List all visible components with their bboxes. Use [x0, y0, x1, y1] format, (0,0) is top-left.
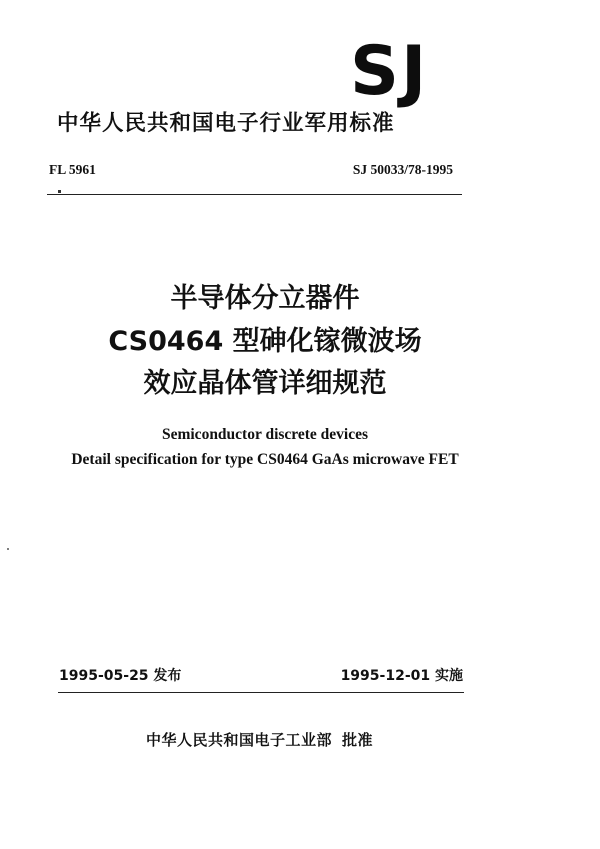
footer-divider [58, 692, 464, 693]
document-title-cn-line2: CS0464 型砷化镓微波场 [108, 326, 422, 357]
issue-date: 1995-05-25 发布 [59, 668, 182, 684]
divider-mark [58, 190, 61, 193]
approving-authority: 中华人民共和国电子工业部 [146, 731, 333, 749]
document-title-cn-line3: 效应晶体管详细规范 [143, 368, 387, 399]
document-title-en-line2: Detail specification for type CS0464 GaAs microwave FET [71, 451, 459, 468]
document-title-en-line1: Semiconductor discrete devices [161, 426, 369, 443]
classification-code: FL 5961 [49, 162, 96, 177]
header-divider [47, 194, 462, 195]
approval-line [146, 733, 373, 748]
scan-speck [7, 548, 9, 550]
sj-logo: SJ [350, 32, 429, 111]
implementation-date: 1995-12-01 实施 [340, 668, 463, 684]
approval-word: 批准 [342, 731, 374, 749]
standard-number: SJ 50033/78-1995 [352, 162, 453, 177]
standard-category-title: 中华人民共和国电子行业军用标准 [57, 111, 395, 136]
document-title-cn-line1: 半导体分立器件 [170, 283, 360, 314]
